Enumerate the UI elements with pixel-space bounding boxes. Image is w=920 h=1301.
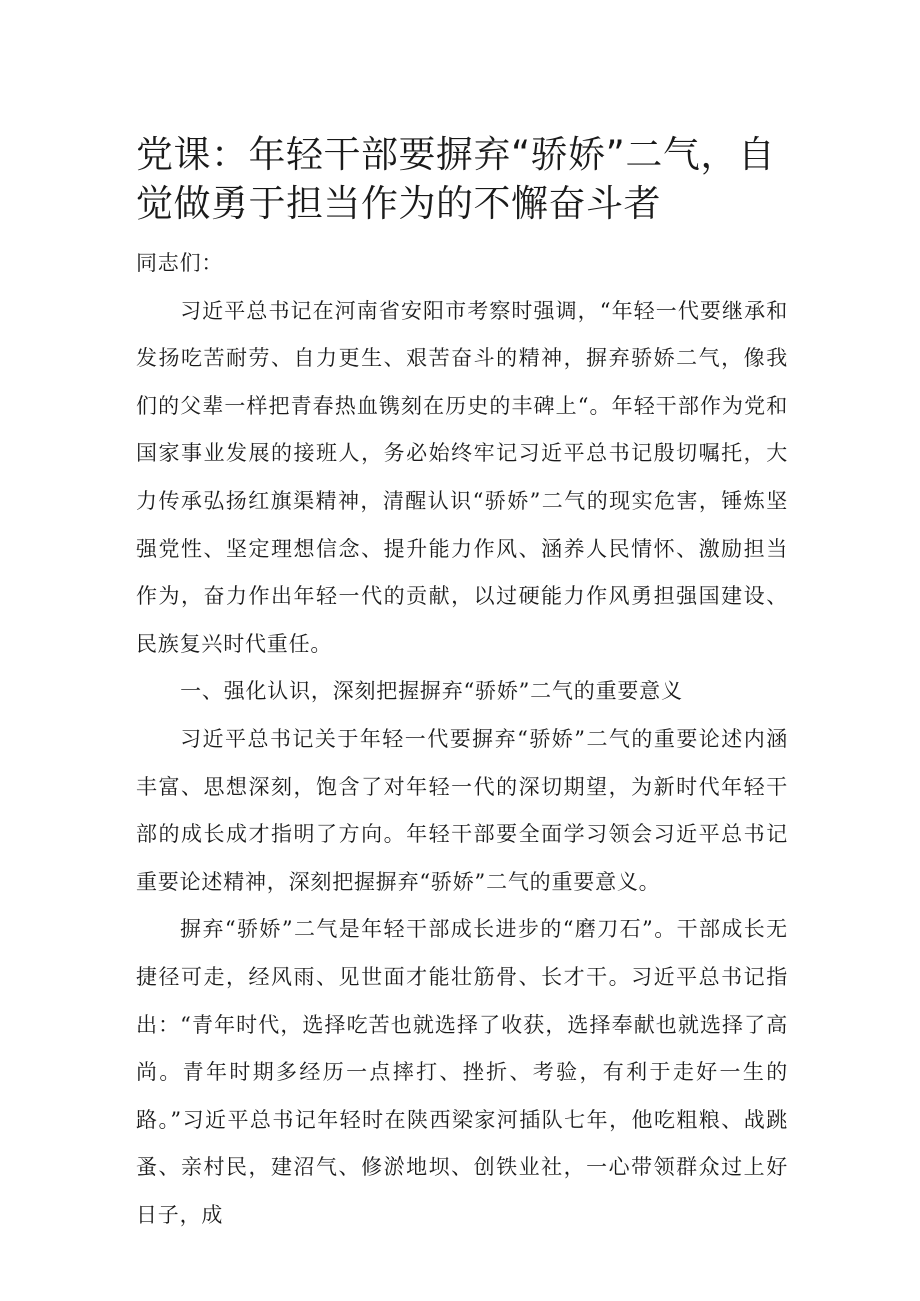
paragraph-intro: 习近平总书记在河南省安阳市考察时强调，“年轻一代要继承和发扬吃苦耐劳、自力更生、艰苦奋斗的精神，摒弃骄娇二气，像我们的父辈一样把青春热血镌刻在历史的丰碑上“。年轻干部作为党和国家事业发展的接班人，务必始终牢记习近平总书记殷切嘱托，大力传承弘扬红旗渠精神，清醒认识“骄娇”二气的现实危害，锤炼坚强党性、坚定理想信念、提升能力作风、涵养人民情怀、激励担当作为，奋力作出年轻一代的贡献，以过硬能力作风勇担强国建设、民族复兴时代重任。: [136, 298, 788, 656]
section-heading-1: 一、强化认识，深刻把握摒弃“骄娇”二气的重要意义: [180, 679, 683, 704]
document-body: [136, 240, 788, 1239]
salutation: 同志们：: [136, 251, 224, 275]
document-title: 党课：年轻干部要摒弃“骄娇”二气，自觉做勇于担当作为的不懈奋斗者: [136, 133, 776, 225]
paragraph-whetstone: 摒弃“骄娇”二气是年轻干部成长进步的“磨刀石”。干部成长无捷径可走，经风雨、见世面才能壮筋骨、长才干。习近平总书记指出：“青年时代，选择吃苦也就选择了收获，选择奉献也就选择了高尚。青年时期多经历一点摔打、挫折、考验，有利于走好一生的路。”习近平总书记年轻时在陕西梁家河插队七年，他吃粗粮、战跳蚤、亲村民，建沼气、修淤地坝、创铁业社，一心带领群众过上好日子，成: [136, 917, 788, 1227]
paragraph-section-1: 习近平总书记关于年轻一代要摒弃“骄娇”二气的重要论述内涵丰富、思想深刻，饱含了对年轻一代的深切期望，为新时代年轻干部的成长成才指明了方向。年轻干部要全面学习领会习近平总书记重要论述精神，深刻把握摒弃“骄娇”二气的重要意义。: [136, 726, 788, 894]
